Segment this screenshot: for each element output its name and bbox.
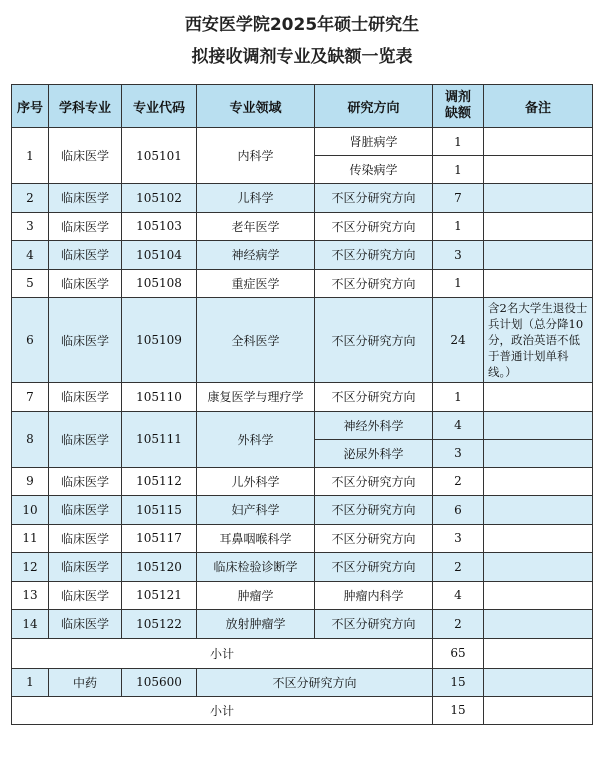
row-direction: 不区分研究方向 <box>315 524 433 553</box>
row-subject: 临床医学 <box>49 581 122 610</box>
row-no: 4 <box>12 241 49 270</box>
table-row <box>12 184 593 213</box>
row-no: 7 <box>12 383 49 412</box>
row-note <box>484 411 593 439</box>
row-no: 12 <box>12 553 49 582</box>
row-subject: 临床医学 <box>49 524 122 553</box>
row-quota: 1 <box>433 128 484 156</box>
row-note <box>484 610 593 639</box>
header-note: 备注 <box>484 85 593 128</box>
row-field: 康复医学与理疗学 <box>197 383 315 412</box>
row-direction: 泌尿外科学 <box>315 439 433 467</box>
row-field: 儿科学 <box>197 184 315 213</box>
row-direction: 不区分研究方向 <box>315 383 433 412</box>
header-quota: 调剂 缺额 <box>433 85 484 128</box>
row-note: 含2名大学生退役士兵计划（总分降10分，政治英语不低于普通计划单科线。） <box>484 298 593 383</box>
row-direction: 肿瘤内科学 <box>315 581 433 610</box>
row-direction: 不区分研究方向 <box>197 668 433 696</box>
row-code: 105110 <box>122 383 197 412</box>
row-direction: 不区分研究方向 <box>315 241 433 270</box>
table-row <box>12 212 593 241</box>
row-code: 105122 <box>122 610 197 639</box>
row-code: 105115 <box>122 496 197 525</box>
row-code: 105112 <box>122 467 197 496</box>
row-direction: 不区分研究方向 <box>315 212 433 241</box>
row-note <box>484 553 593 582</box>
header-code: 专业代码 <box>122 85 197 128</box>
row-direction: 不区分研究方向 <box>315 610 433 639</box>
subtotal-row <box>12 638 593 668</box>
table-row <box>12 553 593 582</box>
row-quota: 24 <box>433 298 484 383</box>
row-direction: 不区分研究方向 <box>315 496 433 525</box>
row-no: 2 <box>12 184 49 213</box>
row-note <box>484 128 593 156</box>
row-subject: 临床医学 <box>49 184 122 213</box>
row-field: 妇产科学 <box>197 496 315 525</box>
row-quota: 1 <box>433 212 484 241</box>
row-quota: 4 <box>433 411 484 439</box>
row-note <box>484 668 593 696</box>
subtotal-note <box>484 696 593 724</box>
table-row <box>12 411 593 439</box>
row-field: 神经病学 <box>197 241 315 270</box>
row-subject: 临床医学 <box>49 212 122 241</box>
row-code: 105117 <box>122 524 197 553</box>
row-code: 105111 <box>122 411 197 467</box>
header-field: 专业领域 <box>197 85 315 128</box>
row-no: 9 <box>12 467 49 496</box>
row-no: 6 <box>12 298 49 383</box>
row-subject: 临床医学 <box>49 553 122 582</box>
title-line-1: 西安医学院2025年硕士研究生 <box>184 15 420 35</box>
row-no: 14 <box>12 610 49 639</box>
header-direction: 研究方向 <box>315 85 433 128</box>
table-row <box>12 581 593 610</box>
row-quota: 1 <box>433 383 484 412</box>
row-direction: 不区分研究方向 <box>315 298 433 383</box>
table-row <box>12 269 593 298</box>
row-quota: 2 <box>433 467 484 496</box>
row-subject: 临床医学 <box>49 241 122 270</box>
row-quota: 2 <box>433 553 484 582</box>
row-note <box>484 184 593 213</box>
row-code: 105120 <box>122 553 197 582</box>
table-row <box>12 668 593 696</box>
row-code: 105104 <box>122 241 197 270</box>
table-row <box>12 298 593 383</box>
row-field: 老年医学 <box>197 212 315 241</box>
row-subject: 临床医学 <box>49 496 122 525</box>
table-row <box>12 496 593 525</box>
row-field: 儿外科学 <box>197 467 315 496</box>
row-quota: 3 <box>433 524 484 553</box>
row-code: 105600 <box>122 668 197 696</box>
row-code: 105102 <box>122 184 197 213</box>
table-row <box>12 467 593 496</box>
table-row <box>12 128 593 156</box>
row-subject: 中药 <box>49 668 122 696</box>
row-subject: 临床医学 <box>49 411 122 467</box>
row-quota: 6 <box>433 496 484 525</box>
row-note <box>484 467 593 496</box>
row-subject: 临床医学 <box>49 467 122 496</box>
table-row <box>12 383 593 412</box>
table-row <box>12 610 593 639</box>
table-header-row <box>12 85 593 128</box>
row-note <box>484 383 593 412</box>
row-note <box>484 439 593 467</box>
row-no: 13 <box>12 581 49 610</box>
row-quota: 7 <box>433 184 484 213</box>
row-code: 105108 <box>122 269 197 298</box>
header-no: 序号 <box>12 85 49 128</box>
row-note <box>484 212 593 241</box>
row-direction: 不区分研究方向 <box>315 269 433 298</box>
subtotal-row <box>12 696 593 724</box>
row-no: 8 <box>12 411 49 467</box>
row-quota: 15 <box>433 668 484 696</box>
row-subject: 临床医学 <box>49 298 122 383</box>
row-note <box>484 269 593 298</box>
row-quota: 1 <box>433 156 484 184</box>
subtotal-value: 15 <box>433 696 484 724</box>
subtotal-value: 65 <box>433 638 484 668</box>
row-field: 耳鼻咽喉科学 <box>197 524 315 553</box>
row-no: 11 <box>12 524 49 553</box>
title-line-2: 拟接收调剂专业及缺额一览表 <box>191 47 413 67</box>
table-row <box>12 524 593 553</box>
row-field: 肿瘤学 <box>197 581 315 610</box>
row-no: 5 <box>12 269 49 298</box>
row-no: 1 <box>12 128 49 184</box>
row-no: 1 <box>12 668 49 696</box>
table-row <box>12 241 593 270</box>
row-quota: 3 <box>433 241 484 270</box>
row-field: 重症医学 <box>197 269 315 298</box>
row-note <box>484 241 593 270</box>
row-field: 临床检验诊断学 <box>197 553 315 582</box>
row-no: 10 <box>12 496 49 525</box>
row-subject: 临床医学 <box>49 610 122 639</box>
row-direction: 肾脏病学 <box>315 128 433 156</box>
subtotal-label: 小计 <box>12 638 433 668</box>
row-quota: 1 <box>433 269 484 298</box>
row-no: 3 <box>12 212 49 241</box>
row-field: 外科学 <box>197 411 315 467</box>
row-subject: 临床医学 <box>49 128 122 184</box>
row-code: 105121 <box>122 581 197 610</box>
row-field: 内科学 <box>197 128 315 184</box>
row-code: 105101 <box>122 128 197 184</box>
row-field: 全科医学 <box>197 298 315 383</box>
row-code: 105109 <box>122 298 197 383</box>
row-subject: 临床医学 <box>49 383 122 412</box>
row-note <box>484 581 593 610</box>
row-direction: 传染病学 <box>315 156 433 184</box>
row-direction: 神经外科学 <box>315 411 433 439</box>
row-note <box>484 496 593 525</box>
row-note <box>484 156 593 184</box>
subtotal-label: 小计 <box>12 696 433 724</box>
row-quota: 4 <box>433 581 484 610</box>
row-direction: 不区分研究方向 <box>315 467 433 496</box>
row-quota: 3 <box>433 439 484 467</box>
subtotal-note <box>484 638 593 668</box>
row-direction: 不区分研究方向 <box>315 553 433 582</box>
row-field: 放射肿瘤学 <box>197 610 315 639</box>
row-note <box>484 524 593 553</box>
row-code: 105103 <box>122 212 197 241</box>
row-direction: 不区分研究方向 <box>315 184 433 213</box>
quota-table <box>11 84 593 725</box>
header-subject: 学科专业 <box>49 85 122 128</box>
row-quota: 2 <box>433 610 484 639</box>
row-subject: 临床医学 <box>49 269 122 298</box>
